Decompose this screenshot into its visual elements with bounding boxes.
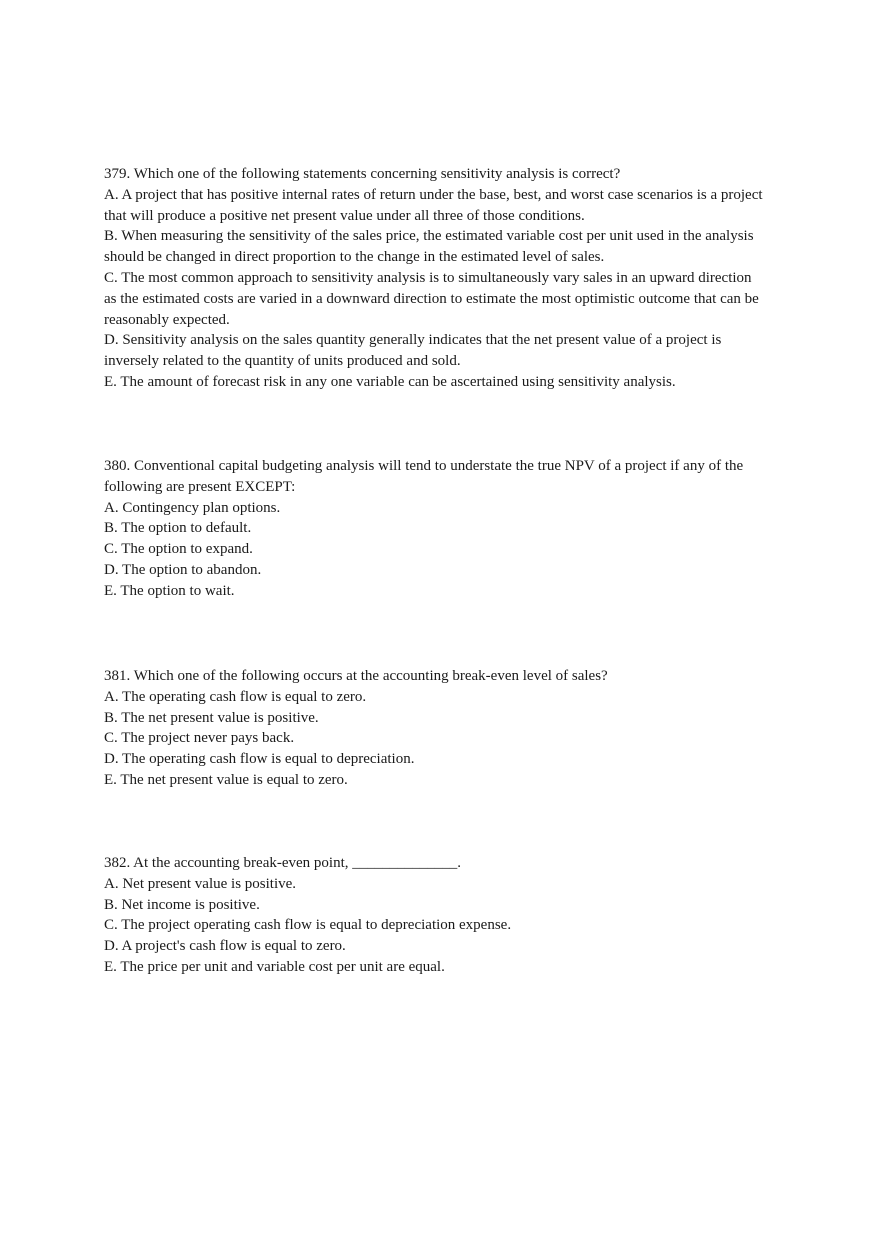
answer-option-b: B. When measuring the sensitivity of the sales price, the estimated variable cost per unit used in the analysis should be changed in direct proportion to the change in the estimated level of sales. [104, 228, 754, 266]
answer-option-d: D. The option to abandon. [104, 561, 262, 578]
question-stem: 382. At the accounting break-even point, ______________. [104, 855, 462, 871]
answer-option-d: D. A project's cash flow is equal to zero. [104, 938, 346, 955]
answer-option-a: A. Contingency plan options. [104, 499, 281, 516]
answer-option-c: C. The project never pays back. [104, 730, 295, 747]
answer-option-c: C. The most common approach to sensitivity analysis is to simultaneously vary sales in an upward direction as the estimated costs are varied in a downward direction to estimate the most optimistic outcome that can be reasonably expected. [104, 269, 759, 328]
answer-option-d: D. Sensitivity analysis on the sales quantity generally indicates that the net present value of a project is inversely related to the quantity of units produced and sold. [104, 332, 722, 370]
answer-option-b: B. Net income is positive. [104, 896, 260, 913]
answer-option-a: A. A project that has positive internal rates of return under the base, best, and worst case scenarios is a project that will produce a positive net present value under all three of those conditions. [104, 186, 763, 224]
question-382 [104, 853, 764, 978]
answer-option-d: D. The operating cash flow is equal to depreciation. [104, 751, 415, 768]
answer-option-e: E. The option to wait. [104, 582, 235, 599]
answer-option-b: B. The net present value is positive. [104, 709, 319, 726]
answer-option-a: A. The operating cash flow is equal to zero. [104, 688, 367, 705]
question-380 [104, 456, 764, 602]
question-381 [104, 666, 764, 791]
answer-option-a: A. Net present value is positive. [104, 875, 297, 892]
question-stem: 381. Which one of the following occurs at the accounting break-even level of sales? [104, 668, 608, 684]
answer-option-c: C. The option to expand. [104, 541, 253, 558]
answer-option-e: E. The amount of forecast risk in any one variable can be ascertained using sensitivity analysis. [104, 373, 676, 390]
answer-option-c: C. The project operating cash flow is equal to depreciation expense. [104, 917, 512, 934]
answer-option-e: E. The price per unit and variable cost per unit are equal. [104, 958, 445, 975]
question-379 [104, 164, 764, 393]
answer-option-b: B. The option to default. [104, 520, 252, 537]
question-stem: 380. Conventional capital budgeting analysis will tend to understate the true NPV of a project if any of the following are present EXCEPT: [104, 458, 744, 495]
answer-option-e: E. The net present value is equal to zero. [104, 771, 348, 788]
question-stem: 379. Which one of the following statements concerning sensitivity analysis is correct? [104, 166, 621, 182]
